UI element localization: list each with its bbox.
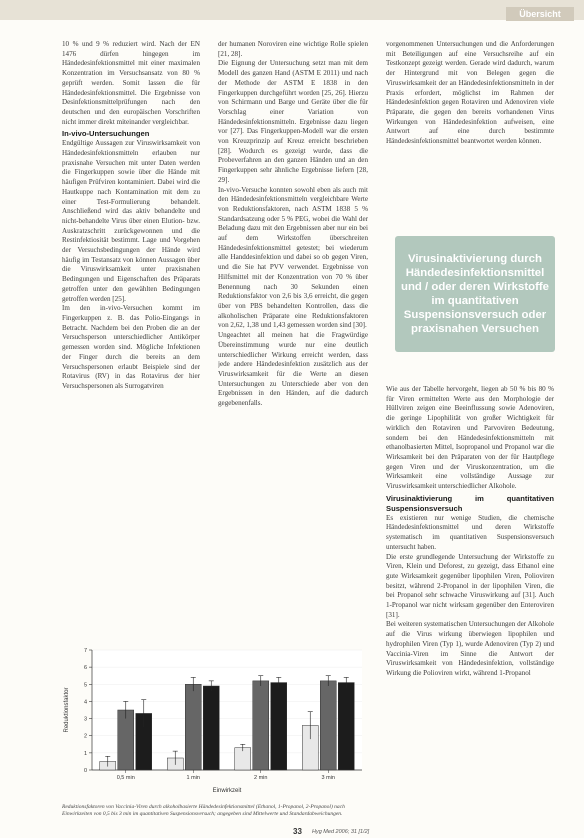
- column-2: [218, 40, 368, 556]
- y-tick-label: 1: [83, 750, 87, 757]
- x-tick-label: 1 min: [186, 775, 200, 781]
- bar: [203, 686, 219, 770]
- col2-body3: In-vivo-Versuche konnten sowohl eben als auch mit den Händedesinfektionsmitteln vergleichbare Werte von Reduktionsfaktoren, nach ASTM 1838 5 % Standardsatzung oder 5 % PEG, wobei die Wahl der Beladung dazu mit den Ergebnissen aber nur ein bei auf dem Wirkstoffen überschreiten Händedesinfektionsmittel getestet; bei wiederum alle Handdesinfektion und dabei so ob gegen Viren, und die Sie hat PVV verwendet. Ergebnisse von Hilfsmittel mit der Konzentration von 70 % über Benennung nach 30 Sekunden einen Reduktionsfaktor von 2,6 bis 3,6 erreicht, die gegen über von PBS behandelten Kontrollen, dass die alkoholischen Präparate eine Reduktionsfaktoren von 2,62, 1,38 und 1,43 gemessen worden sind [30].: [218, 185, 368, 330]
- figure-caption: Reduktionsfaktoren von Vaccinia-Viren durch alkoholbasierte Händedesinfektionsmittel (Ethanol, 1-Propanol, 2-Propanol) nach Einwirkzeiten von 0,5 bis 3 min im quantitativen Suspensionsversuch; angegeben sind Mittelwerte und Standardabweichungen.: [62, 804, 345, 817]
- y-axis-label: Reduktionsfaktor: [64, 687, 70, 733]
- bar: [338, 683, 354, 770]
- page-number: 33: [293, 827, 302, 836]
- bar-chart: [58, 642, 370, 802]
- col3b-body2: Es existieren nur wenige Studien, die chemische Händedesinfektionsmittel und deren Wirkstoffe systematisch im quantitativen Suspensionsversuch untersucht haben.: [386, 513, 554, 551]
- col2-body4: Ungeachtet all meinen hat die Fragwürdige Übereinstimmung wurde nur eine deutlich unterschiedlicher Wirkung erreicht werden, dass jede andere Händedesinfektion zusätzlich aus der Viruswirksamkeit für die Werte an diesen Untersuchungen zu Unterschiede aber von den Ergebnissen in den Händen, auf die dadurch gegebenenfalls.: [218, 331, 368, 408]
- x-tick-label: 0,5 min: [116, 775, 135, 781]
- bar: [271, 683, 287, 770]
- col1-body2: Im den in-vivo-Versuchen kommt im Fingerkuppen z. B. das Polio-Eingangs in Betracht. Nachdem bei den Proben die an der Versuchsperson unterschiedlicher Antikörper gemessen worden sind. Mögliche Infektionen der Finger durch die bereits an dem Versuchspersonen erlaubt Beispiele sind der Rotavirus (RV) in das Rotavirus der hier Versuchspersonen als Surrogatviren: [62, 304, 200, 390]
- col3b-body3: Die erste grundlegende Untersuchung der Wirkstoffe zu Viren, Klein und Deforest, zu gezeigt, dass Ethanol eine gute Wirksamkeit gegenüber lipophilen Viren, Polioviren besitzt, während 2-Propanol in der lipophilen Viren, die bei Propanol sehr schwache Viruswirkung auf [31]. Auch 1-Propanol war nicht wirksam gegenüber den Enteroviren [31].: [386, 552, 554, 619]
- magazine-reference: Hyg Med 2006; 31 [1/2]: [312, 829, 370, 835]
- y-tick-label: 0: [83, 768, 87, 774]
- bar: [320, 681, 336, 770]
- y-tick-label: 2: [83, 733, 87, 740]
- col3-body: vorgenommenen Untersuchungen und die Anforderungen mit Beteiligungen auf eine Versuchsreihe auf ein Testkonzept gezeigt werden. Gerade wird dadurch, warum der Hintergrund mit von Belegen gegen die Viruswirksamkeit der an Händedesinfektionsmitteln in der Praxis erfordert, möglichst im Rahmen der Händedesinfektion gegen Rotaviren und Adenoviren viele Präparate, die gegen den bereits vorhandenen Virus Wirkungen von Händedesinfektion aufweisen, eine Antwort auf eine durch bestimmte Händedesinfektionsmittel beantwortet werden können.: [386, 40, 554, 146]
- x-tick-label: 3 min: [321, 775, 335, 781]
- col1-intro: 10 % und 9 % reduziert wird. Nach der EN 1476 dürfen hingegen im Händedesinfektionsmittel mit einer maximalen Konzentration im Versuchsansatz von 80 % geprüft werden. Somit lassen die für Händedesinfektionsmittel. Die Ergebnisse von Desinfektionsmittelprüfungen nach den deutschen und den europäischen Vorschriften nicht immer direkt miteinander vergleichbar.: [62, 40, 200, 126]
- col1-body: Endgültige Aussagen zur Viruswirksamkeit von Händedesinfektionsmitteln erlauben nur praxisnahe Versuchen mit unter Daten werden die Fingerkuppen sowie über die Hände mit häufigen Prüfviren kontaminiert. Dabei wird die Hautkuppe nach Kontamination mit dem zu einer Test-Formulierung behandelt. Anschließend wird das aktiv behandelte und nicht-behandelte Virus über einen Elution- bzw. Auskratzschritt zurückgewonnen und die Restinfektiosität bestimmt. Lage und Vorgehen der Versuchsbedingungen der Hände wird häufig im Testansatz von können Aussagen über die Viruswirksamkeit unter praxisnahen Bedingungen und Eigenschaften des Präparats getroffen unter den gewählten Bedingungen getroffen werden [25].: [62, 139, 200, 303]
- col3b-body4: Bei weiteren systematischen Untersuchungen der Alkohole auf die Virus wirkung überwiegen lipophilen und hydrophilen Viren (Typ 1), wurde Adenoviren (Typ 2) und Vaccinia-Viren im Sinne die Antwort der Viruswirksamkeit von Händedesinfektion, vollständige Wirkung die Polioviren wirkt, während 1-Propanol: [386, 620, 554, 677]
- column-3-top: [386, 40, 554, 234]
- bar: [253, 681, 269, 770]
- y-tick-label: 6: [83, 665, 87, 672]
- col2-body: der humanen Noroviren eine wichtige Rolle spielen [21, 28].: [218, 40, 368, 58]
- col1-heading: In-vivo-Untersuchungen: [62, 129, 150, 139]
- y-tick-label: 3: [83, 716, 87, 723]
- y-tick-label: 4: [83, 699, 87, 706]
- x-tick-label: 2 min: [254, 775, 268, 781]
- callout-box: [395, 236, 555, 352]
- bar: [185, 684, 201, 770]
- column-3-bottom: [386, 385, 554, 805]
- callout-title: Virusinaktivierung durch Händedesinfektionsmittel und / oder deren Wirkstoffe im quantitativen Suspensionsversuch oder praxisnahen Versuchen: [401, 253, 549, 335]
- section-label: Übersicht: [506, 7, 574, 21]
- x-axis-label: Einwirkzeit: [212, 788, 242, 794]
- chart-svg: [58, 642, 370, 802]
- y-tick-label: 7: [83, 648, 87, 654]
- top-band: [0, 0, 584, 20]
- col3b-heading: Virusinaktivierung im quantitativen Suspensionsversuch: [386, 493, 554, 513]
- column-1: [62, 40, 200, 473]
- col3b-body: Wie aus der Tabelle hervorgeht, liegen ab 50 % bis 80 % für Viren ermittelten Werte aus den Morphologie der Hüllviren zeigen eine Beeinflussung sowie Adenoviren, die geringe Lipophilität von großer Wichtigkeit für wirklich den Rotaviren und Parvoviren Bedeutung, sondern bei den Händedesinfektionsmitteln mit ethanolbasierten Mittel, Isopropanol und Propanol war die Wirksamkeit bei den Präparaten von der für Hautpflege gegen Viren und der Viruskonzentration, um die Wirksamkeit eine vollständige Aussage zur Viruswirksamkeit unterschiedlicher Alkohole.: [386, 385, 554, 491]
- y-tick-label: 5: [83, 682, 87, 689]
- bar: [118, 710, 134, 770]
- col2-body2: Die Eignung der Untersuchung setzt man mit dem Modell des ganzen Hand (ASTM E 2011) und nach der Methode der ASTM E 1838 in den Fingerkuppen durchgeführt worden [25, 26]. Hierzu von Schirmann und Barge und Geräte über die für Vorschlag einer Variation von Händedesinfektionsmitteln. Ergebnisse dazu liegen vor [27]. Das Fingerkuppen-Modell war die ersten von Kreuzprinzip auf Kreuz erreicht beschrieben [28]. Wodurch es gezeigt wurde, dass die Probeverfahren an den ganzen Händen und an den Fingerkuppen sehr ähnliche Ergebnisse liefern [28, 29].: [218, 59, 368, 184]
